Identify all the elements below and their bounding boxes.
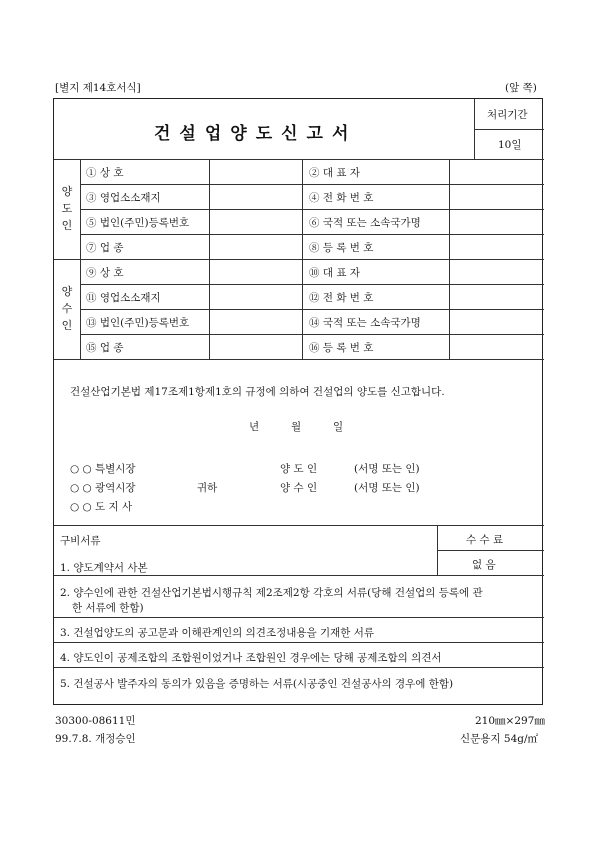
fee-value: 없 음 (472, 559, 496, 571)
signature-transferor-role: 양 도 인 (280, 463, 318, 475)
footer-size: 210㎜×297㎜ (475, 715, 545, 727)
field-license-number: ⑧ 등 록 번 호 (309, 242, 374, 254)
date-year: 년 (249, 421, 260, 433)
recipient-province: ○ ○ 도 지 사 (70, 501, 133, 513)
field-business-address: ⑪ 영업소소재지 (86, 292, 161, 304)
recipient-metro-city: ○ ○ 광역시장 (70, 482, 136, 494)
date-month: 월 (291, 421, 302, 433)
document-item-3: 3. 건설업양도의 공고문과 이해관계인의 의견조정내용을 기재한 서류 (60, 627, 375, 639)
field-registration-number: ⑬ 법인(주민)등록번호 (86, 317, 190, 329)
field-registration-number: ⑤ 법인(주민)등록번호 (86, 217, 190, 229)
field-representative: ② 대 표 자 (309, 167, 360, 179)
field-trade-name: ① 상 호 (86, 167, 124, 179)
recipient-special-city: ○ ○ 특별시장 (70, 463, 136, 475)
field-representative: ⑩ 대 표 자 (309, 267, 360, 279)
recipient-suffix: 귀하 (197, 482, 218, 494)
processing-period-value: 10일 (498, 139, 522, 151)
field-phone: ⑫ 전 화 번 호 (309, 292, 374, 304)
document-item-5: 5. 건설공사 발주자의 동의가 있음을 증명하는 서류(시공중인 건설공사의 경우에 한함) (60, 678, 454, 690)
transferee-group-label: 양 수 인 (61, 285, 73, 332)
field-business-address: ③ 영업소소재지 (86, 192, 161, 204)
field-business-type: ⑮ 업 종 (86, 342, 124, 354)
transferor-group-label: 양 도 인 (61, 185, 73, 232)
processing-period-label: 처리기간 (487, 109, 528, 121)
signature-transferee-role: 양 수 인 (280, 482, 318, 494)
document-item-2: 2. 양수인에 관한 건설산업기본법시행규칙 제2조제2항 각호의 서류(당해 건설업의 등록에 관 (60, 587, 483, 599)
form-number: [별지 제14호서식] (55, 82, 141, 94)
document-item-1: 1. 양도계약서 사본 (60, 562, 148, 574)
date-day: 일 (333, 421, 344, 433)
field-trade-name: ⑨ 상 호 (86, 267, 124, 279)
document-item-4: 4. 양도인이 공제조합의 조합원이었거나 조합원인 경우에는 당해 공제조합의 의견서 (60, 652, 442, 664)
field-nationality: ⑭ 국적 또는 소속국가명 (309, 317, 421, 329)
signature-transferee-note: (서명 또는 인) (354, 482, 420, 494)
footer-paper: 신문용지 54g/㎡ (460, 733, 539, 745)
field-nationality: ⑥ 국적 또는 소속국가명 (309, 217, 421, 229)
document-item-2-cont: 한 서류에 한함) (72, 602, 144, 614)
footer-code: 30300-08611민 (55, 715, 136, 727)
documents-label: 구비서류 (60, 535, 101, 547)
form-title: 건설업양도신고서 (154, 124, 358, 144)
footer-approval: 99.7.8. 개정승인 (55, 733, 136, 745)
fee-label: 수 수 료 (466, 534, 504, 546)
field-license-number: ⑯ 등 록 번 호 (309, 342, 374, 354)
signature-transferor-note: (서명 또는 인) (354, 463, 420, 475)
declaration-text: 건설산업기본법 제17조제1항제1호의 규정에 의하여 건설업의 양도를 신고합니다. (70, 386, 445, 398)
declaration-form (53, 98, 543, 705)
field-phone: ④ 전 화 번 호 (309, 192, 374, 204)
field-business-type: ⑦ 업 종 (86, 242, 124, 254)
page-side-label: (앞 쪽) (505, 82, 537, 94)
